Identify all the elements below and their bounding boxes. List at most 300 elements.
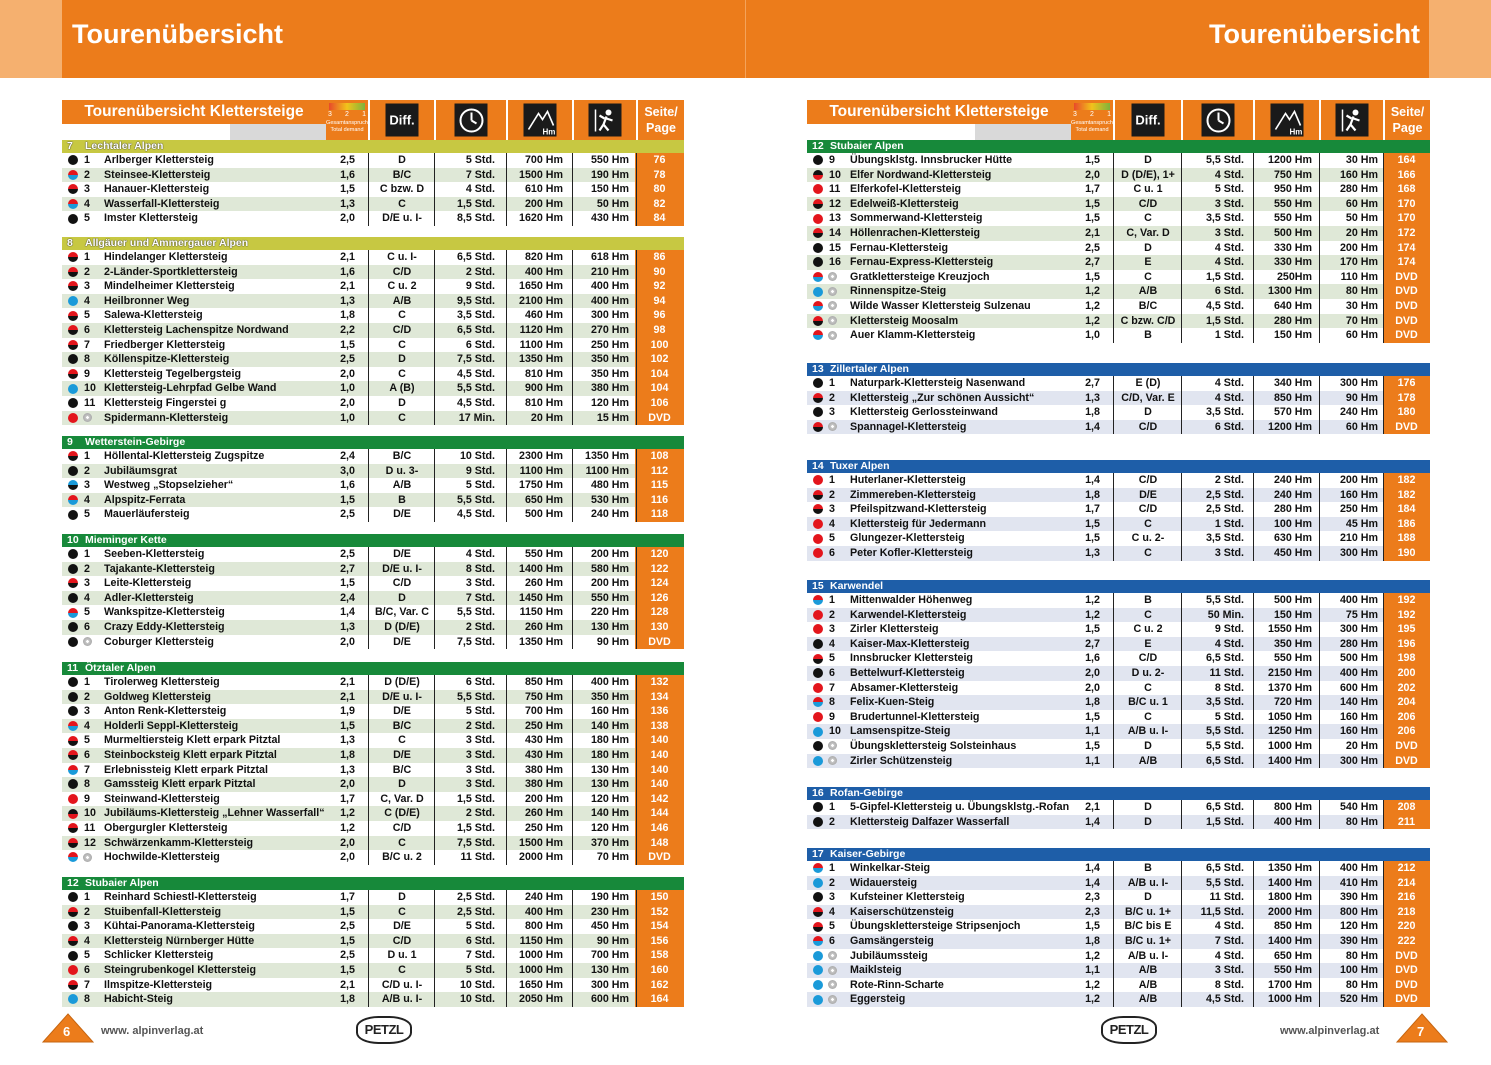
route-name: Jubiläumsgrat	[104, 464, 178, 477]
page-ref[interactable]: 98	[635, 323, 684, 338]
table-row[interactable]	[807, 815, 1430, 830]
table-row[interactable]	[62, 821, 684, 836]
page-ref[interactable]: DVD	[1383, 992, 1430, 1007]
page-ref[interactable]: 126	[635, 591, 684, 606]
footer-url-right[interactable]: www.alpinverlag.at	[1280, 1025, 1380, 1037]
page-ref[interactable]: 96	[635, 308, 684, 323]
column-separator	[1181, 905, 1182, 920]
column-separator	[572, 308, 573, 323]
difficulty-dot-icon	[68, 281, 78, 291]
table-row[interactable]	[807, 488, 1430, 503]
route-number: 8	[84, 993, 90, 1006]
duration: 3,5 Std.	[456, 309, 495, 322]
difficulty-dot-icon	[813, 228, 823, 238]
page-ref[interactable]: DVD	[1383, 963, 1430, 978]
page-ref[interactable]: 140	[635, 733, 684, 748]
table-row[interactable]	[807, 681, 1430, 696]
table-row[interactable]	[62, 294, 684, 309]
table-row[interactable]	[807, 905, 1430, 920]
table-row[interactable]	[62, 675, 684, 690]
table-row[interactable]	[62, 323, 684, 338]
ascent: 500 Hm	[524, 508, 563, 521]
route-name: Auer Klamm-Klettersteig	[850, 329, 976, 342]
table-row[interactable]	[807, 473, 1430, 488]
page-ref[interactable]: 200	[1383, 666, 1430, 681]
table-row[interactable]	[807, 710, 1430, 725]
page-ref[interactable]: 222	[1383, 934, 1430, 949]
page-ref[interactable]: 216	[1383, 890, 1430, 905]
time-column-header	[434, 100, 506, 140]
table-row[interactable]	[807, 622, 1430, 637]
column-separator	[506, 690, 507, 705]
difficulty-grade: C	[398, 836, 406, 849]
page-ref[interactable]: 168	[1383, 182, 1430, 197]
ascent: 240 Hm	[1273, 474, 1312, 486]
table-row[interactable]	[807, 876, 1430, 891]
page-ref[interactable]: 138	[635, 719, 684, 734]
legend-num-3: 3	[328, 111, 332, 118]
table-row[interactable]	[62, 963, 684, 978]
table-row[interactable]	[807, 226, 1430, 241]
page-ref[interactable]: DVD	[635, 411, 684, 426]
table-row[interactable]	[807, 724, 1430, 739]
page-ref[interactable]: 208	[1383, 800, 1430, 815]
page-ref[interactable]: 144	[635, 806, 684, 821]
table-row[interactable]	[807, 197, 1430, 212]
descent: 90 Hm	[1345, 391, 1378, 404]
ascent-column-header	[1253, 100, 1319, 140]
page-ref[interactable]: 192	[1383, 608, 1430, 623]
duration: 3 Std.	[1214, 546, 1244, 559]
table-row[interactable]	[62, 690, 684, 705]
ascent: 800 Hm	[1273, 801, 1312, 813]
page-ref[interactable]: 104	[635, 367, 684, 382]
column-separator	[506, 197, 507, 212]
page-ref[interactable]: 160	[635, 963, 684, 978]
table-row[interactable]	[62, 605, 684, 620]
page-ref[interactable]: 164	[1383, 153, 1430, 168]
column-separator	[1253, 502, 1254, 517]
table-row[interactable]	[62, 352, 684, 367]
total-demand: 1,5	[1085, 517, 1100, 530]
column-separator	[1319, 517, 1320, 532]
page-ref[interactable]: DVD	[635, 635, 684, 650]
duration: 3,5 Std.	[1205, 212, 1244, 225]
difficulty-grade: D/E	[393, 705, 411, 718]
page-ref[interactable]: 104	[635, 381, 684, 396]
table-row[interactable]	[62, 507, 684, 522]
column-separator	[1181, 710, 1182, 725]
ascent: 1000 Hm	[1268, 739, 1312, 752]
region-header	[807, 460, 1430, 473]
page-ref[interactable]: DVD	[1383, 949, 1430, 964]
table-row[interactable]	[807, 153, 1430, 168]
column-separator	[1319, 739, 1320, 754]
table-row[interactable]	[62, 367, 684, 382]
page-ref[interactable]: 172	[1383, 226, 1430, 241]
table-row[interactable]	[62, 338, 684, 353]
table-row[interactable]	[62, 197, 684, 212]
page-ref[interactable]: 136	[635, 704, 684, 719]
duration: 50 Min.	[1207, 608, 1244, 621]
page-ref[interactable]: 206	[1383, 724, 1430, 739]
table-row[interactable]	[807, 270, 1430, 285]
page-ref[interactable]: 182	[1383, 488, 1430, 503]
page-ref[interactable]: 82	[635, 197, 684, 212]
page-ref[interactable]: 106	[635, 396, 684, 411]
table-row[interactable]	[62, 806, 684, 821]
page-ref[interactable]: DVD	[1383, 270, 1430, 285]
column-separator	[636, 168, 637, 183]
page-ref[interactable]: 196	[1383, 637, 1430, 652]
page-ref[interactable]: 166	[1383, 168, 1430, 183]
duration: 6,5 Std.	[456, 251, 495, 263]
page-ref[interactable]: 202	[1383, 681, 1430, 696]
route-name: Köllenspitze-Klettersteig	[104, 353, 230, 366]
page-ref[interactable]: 80	[635, 182, 684, 197]
page-ref[interactable]: DVD	[1383, 754, 1430, 769]
table-row[interactable]	[62, 265, 684, 280]
page-ref[interactable]: 94	[635, 294, 684, 309]
page-ref[interactable]: 118	[635, 507, 684, 522]
table-row[interactable]	[807, 608, 1430, 623]
difficulty-grade: B/C	[392, 763, 412, 776]
table-row[interactable]	[807, 919, 1430, 934]
column-separator	[1181, 517, 1182, 532]
table-row[interactable]	[807, 949, 1430, 964]
table-row[interactable]	[807, 695, 1430, 710]
table-row[interactable]	[807, 284, 1430, 299]
table-row[interactable]	[807, 168, 1430, 183]
column-separator	[1319, 754, 1320, 769]
table-row[interactable]	[62, 576, 684, 591]
difficulty-grade: C, Var. D	[380, 792, 424, 805]
table-row[interactable]	[807, 299, 1430, 314]
table-row[interactable]	[62, 381, 684, 396]
page-ref[interactable]: 170	[1383, 211, 1430, 226]
column-separator	[1113, 405, 1114, 420]
table-row[interactable]	[62, 182, 684, 197]
table-row[interactable]	[62, 978, 684, 993]
duration: 2 Std.	[1214, 474, 1244, 486]
ascent: 260 Hm	[524, 620, 563, 633]
page-ref[interactable]: 164	[635, 992, 684, 1007]
page-ref[interactable]: 76	[635, 153, 684, 168]
page-ref[interactable]: 116	[635, 493, 684, 508]
page-ref[interactable]: DVD	[1383, 284, 1430, 299]
page-ref[interactable]: 92	[635, 279, 684, 294]
table-row[interactable]	[62, 948, 684, 963]
column-separator	[572, 182, 573, 197]
table-row[interactable]	[807, 328, 1430, 343]
page-ref[interactable]: 90	[635, 265, 684, 280]
column-separator	[1113, 299, 1114, 314]
column-separator	[636, 338, 637, 353]
table-row[interactable]	[62, 890, 684, 905]
ascent: 1370 Hm	[1268, 681, 1312, 694]
table-row[interactable]	[62, 591, 684, 606]
table-row[interactable]	[807, 405, 1430, 420]
page-ref[interactable]: 184	[1383, 502, 1430, 517]
page-ref[interactable]: 84	[635, 211, 684, 226]
page-ref[interactable]: 176	[1383, 376, 1430, 391]
page-ref[interactable]: DVD	[1383, 739, 1430, 754]
page-ref[interactable]: 180	[1383, 405, 1430, 420]
table-row[interactable]	[62, 992, 684, 1007]
table-row[interactable]	[807, 517, 1430, 532]
page-ref[interactable]: 134	[635, 690, 684, 705]
route-name: Obergurgler Klettersteig	[104, 821, 228, 834]
page-ref[interactable]: 174	[1383, 241, 1430, 256]
route-name: Zirler Klettersteig	[850, 623, 939, 636]
page-ref[interactable]: DVD	[635, 850, 684, 865]
table-row[interactable]	[62, 620, 684, 635]
table-row[interactable]	[807, 651, 1430, 666]
page-ref[interactable]: 158	[635, 948, 684, 963]
diff-column-header	[368, 100, 434, 140]
table-row[interactable]	[807, 314, 1430, 329]
table-row[interactable]	[62, 478, 684, 493]
page-ref[interactable]: 154	[635, 919, 684, 934]
route-name: Felix-Kuen-Steig	[850, 696, 935, 709]
table-row[interactable]	[62, 836, 684, 851]
page-ref[interactable]: 140	[635, 748, 684, 763]
column-separator	[1181, 622, 1182, 637]
table-row[interactable]	[62, 168, 684, 183]
footer-url-left[interactable]: www. alpinverlag.at	[101, 1025, 204, 1037]
table-row[interactable]	[807, 754, 1430, 769]
table-row[interactable]	[807, 182, 1430, 197]
route-name: Habicht-Steig	[104, 993, 173, 1006]
table-row[interactable]	[62, 547, 684, 562]
duration: 6 Std.	[465, 676, 495, 688]
page-ref[interactable]: 86	[635, 250, 684, 265]
page-ref[interactable]: 206	[1383, 710, 1430, 725]
table-row[interactable]	[62, 411, 684, 426]
table-row[interactable]	[807, 890, 1430, 905]
table-row[interactable]	[62, 850, 684, 865]
difficulty-dot-icon	[813, 965, 823, 975]
table-row[interactable]	[807, 978, 1430, 993]
page-ref[interactable]: 78	[635, 168, 684, 183]
route-number: 6	[829, 666, 835, 679]
table-row[interactable]	[807, 502, 1430, 517]
difficulty-grade: C	[398, 338, 406, 351]
table-row[interactable]	[62, 279, 684, 294]
descent: 80 Hm	[1345, 815, 1378, 828]
total-demand: 2,0	[340, 367, 355, 380]
page-ref[interactable]: 142	[635, 792, 684, 807]
table-row[interactable]	[807, 934, 1430, 949]
region-name: Tuxer Alpen	[830, 460, 890, 472]
descent: 30 Hm	[1345, 299, 1378, 312]
page-ref[interactable]: 128	[635, 605, 684, 620]
column-separator	[368, 168, 369, 183]
column-separator	[506, 182, 507, 197]
page-ref[interactable]: DVD	[1383, 978, 1430, 993]
difficulty-dot-icon	[68, 951, 78, 961]
page-ref[interactable]: 214	[1383, 876, 1430, 891]
difficulty-dot-icon	[813, 519, 823, 529]
page-ref[interactable]: 140	[635, 777, 684, 792]
table-row[interactable]	[62, 704, 684, 719]
table-row[interactable]	[807, 593, 1430, 608]
difficulty-dot-icon	[68, 170, 78, 180]
column-separator	[1319, 376, 1320, 391]
table-row[interactable]	[807, 376, 1430, 391]
table-row[interactable]	[62, 748, 684, 763]
table-title: Tourenübersicht Klettersteige	[62, 100, 326, 124]
diff-label: Diff.	[386, 104, 419, 137]
table-row[interactable]	[62, 792, 684, 807]
table-row[interactable]	[807, 992, 1430, 1007]
difficulty-grade: B/C bis E	[1124, 920, 1172, 933]
page-ref[interactable]: 150	[635, 890, 684, 905]
page-ref[interactable]: 102	[635, 352, 684, 367]
page-ref[interactable]: 170	[1383, 197, 1430, 212]
page-ref[interactable]: 190	[1383, 546, 1430, 561]
page-ref[interactable]: 198	[1383, 651, 1430, 666]
table-row[interactable]	[62, 763, 684, 778]
page-ref[interactable]: 204	[1383, 695, 1430, 710]
page-ref[interactable]: 130	[635, 620, 684, 635]
column-separator	[434, 265, 435, 280]
table-row[interactable]	[62, 396, 684, 411]
difficulty-grade: B/C	[392, 719, 412, 732]
column-separator	[434, 338, 435, 353]
column-separator	[1253, 391, 1254, 406]
page-ref[interactable]: DVD	[1383, 299, 1430, 314]
page-ref[interactable]: 146	[635, 821, 684, 836]
page-ref[interactable]: 218	[1383, 905, 1430, 920]
table-row[interactable]	[807, 391, 1430, 406]
page-ref[interactable]: 178	[1383, 391, 1430, 406]
route-name: Arlberger Klettersteig	[104, 154, 214, 166]
table-row[interactable]	[62, 153, 684, 168]
column-separator	[434, 992, 435, 1007]
column-separator	[506, 806, 507, 821]
table-row[interactable]	[807, 255, 1430, 270]
region-section	[62, 237, 684, 425]
page-ref[interactable]: 220	[1383, 919, 1430, 934]
column-separator	[1383, 284, 1384, 299]
table-row[interactable]	[62, 635, 684, 650]
page-ref[interactable]: 122	[635, 562, 684, 577]
page-ref[interactable]: 120	[635, 547, 684, 562]
table-row[interactable]	[807, 420, 1430, 435]
table-row[interactable]	[807, 241, 1430, 256]
page-ref[interactable]: 140	[635, 763, 684, 778]
total-demand: 1,3	[340, 620, 355, 633]
total-demand: 1,5	[340, 905, 355, 918]
ascent: 330 Hm	[1273, 241, 1312, 254]
column-separator	[1383, 546, 1384, 561]
table-row[interactable]	[807, 800, 1430, 815]
page-ref[interactable]: 182	[1383, 473, 1430, 488]
table-row[interactable]	[62, 905, 684, 920]
total-demand: 2,5	[340, 548, 355, 560]
table-row[interactable]	[807, 861, 1430, 876]
page-ref[interactable]: 124	[635, 576, 684, 591]
difficulty-dot-icon	[813, 378, 823, 388]
table-row[interactable]	[62, 449, 684, 464]
column-separator	[1319, 405, 1320, 420]
column-separator	[506, 265, 507, 280]
column-separator	[434, 934, 435, 949]
table-row[interactable]	[62, 919, 684, 934]
page-ref[interactable]: DVD	[1383, 328, 1430, 343]
difficulty-grade: B/C u. 2	[382, 851, 422, 864]
page-ref[interactable]: 186	[1383, 517, 1430, 532]
total-demand: 1,2	[1085, 949, 1100, 962]
difficulty-dot-icon	[68, 921, 78, 931]
table-row[interactable]	[62, 562, 684, 577]
table-row[interactable]	[807, 739, 1430, 754]
region-name: Kaiser-Gebirge	[830, 848, 906, 860]
difficulty-grade: C	[1144, 608, 1152, 621]
page-ref[interactable]: 112	[635, 464, 684, 479]
total-demand: 2,5	[1085, 241, 1100, 254]
table-row[interactable]	[62, 493, 684, 508]
table-row[interactable]	[807, 546, 1430, 561]
page-ref[interactable]: 212	[1383, 861, 1430, 876]
page-ref[interactable]: 192	[1383, 593, 1430, 608]
total-demand: 2,1	[340, 676, 355, 688]
page-ref[interactable]: 115	[635, 478, 684, 493]
page-ref[interactable]: 174	[1383, 255, 1430, 270]
table-row[interactable]	[807, 637, 1430, 652]
page-ref[interactable]: 211	[1383, 815, 1430, 830]
table-row[interactable]	[62, 777, 684, 792]
difficulty-grade: C	[1144, 546, 1152, 559]
total-demand: 1,8	[340, 993, 355, 1006]
table-row[interactable]	[807, 531, 1430, 546]
page-ref[interactable]: DVD	[1383, 420, 1430, 435]
table-row[interactable]	[62, 211, 684, 226]
page-ref[interactable]: 148	[635, 836, 684, 851]
table-row[interactable]	[62, 308, 684, 323]
column-separator	[636, 690, 637, 705]
table-row[interactable]	[62, 250, 684, 265]
total-demand: 2,5	[340, 949, 355, 962]
descent: 50 Hm	[1345, 212, 1378, 225]
page-ref[interactable]: 195	[1383, 622, 1430, 637]
table-row[interactable]	[62, 464, 684, 479]
page-ref[interactable]: 100	[635, 338, 684, 353]
column-separator	[1319, 949, 1320, 964]
column-separator	[636, 411, 637, 426]
table-row[interactable]	[62, 934, 684, 949]
table-row[interactable]	[807, 211, 1430, 226]
table-row[interactable]	[62, 719, 684, 734]
total-demand: 1,5	[340, 963, 355, 976]
table-row[interactable]	[62, 733, 684, 748]
page-ref[interactable]: 156	[635, 934, 684, 949]
difficulty-grade: D	[398, 353, 406, 366]
ascent: 700 Hm	[524, 705, 563, 718]
route-number: 6	[84, 620, 90, 633]
page-ref[interactable]: 152	[635, 905, 684, 920]
page-ref[interactable]: 108	[635, 449, 684, 464]
page-ref[interactable]: 188	[1383, 531, 1430, 546]
table-row[interactable]	[807, 666, 1430, 681]
table-row[interactable]	[807, 963, 1430, 978]
page-ref[interactable]: DVD	[1383, 314, 1430, 329]
page-ref[interactable]: 162	[635, 978, 684, 993]
column-separator	[1113, 531, 1114, 546]
page-ref[interactable]: 132	[635, 675, 684, 690]
total-demand: 1,5	[340, 338, 355, 351]
